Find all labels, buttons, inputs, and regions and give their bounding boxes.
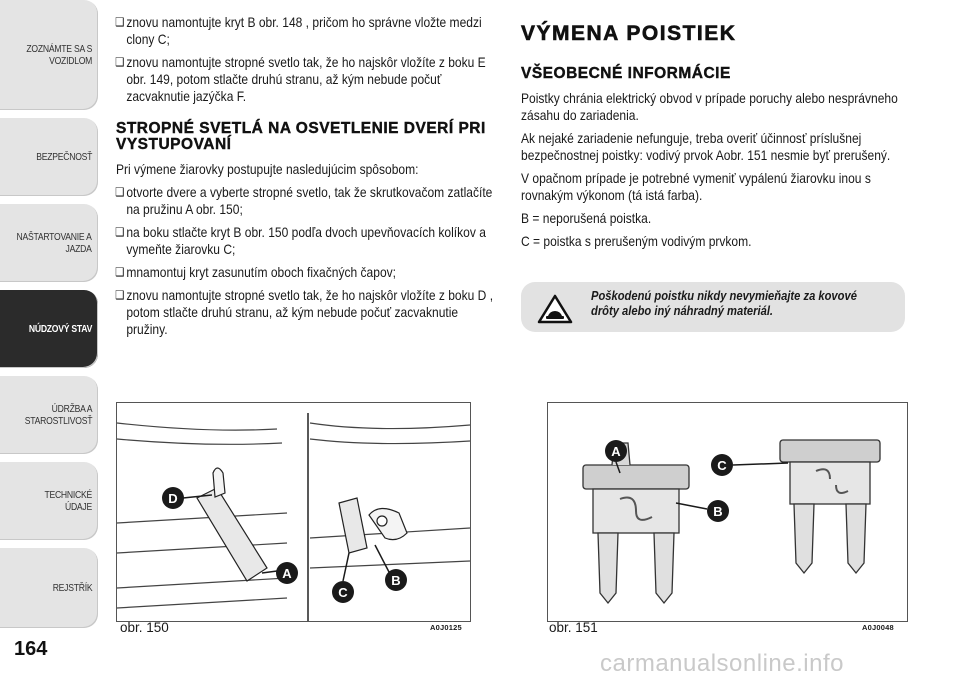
tab-bezpecnost[interactable] (0, 118, 98, 196)
callout-b: B (713, 504, 723, 519)
section-heading: STROPNÉ SVETLÁ NA OSVETLENIE DVERÍ PRI VYSTUPOVANÍ (116, 120, 486, 153)
tab-udrzba[interactable] (0, 376, 98, 454)
tab-label: REJSTŘÍK (52, 582, 92, 594)
list-item: ❑ na boku stlačte kryt B obr. 150 podľa dvoch upevňovacích kolíkov a vymeňte žiarovku C; (116, 224, 495, 258)
paragraph: Ak nejaké zariadenie nefunguje, treba overiť účinnosť príslušnej bezpečnostnej poistky: vodivý prvok Aobr. 151 nesmie byť prerušený. (521, 130, 891, 163)
paragraph: V opačnom prípade je potrebné vymeniť vypálenú žiarovku inou s rovnakým výkonom (tá istá farba). (521, 170, 871, 203)
list-item: ❑ mnamontuj kryt zasunutím oboch fixačných čapov; (116, 264, 495, 281)
callout-b: B (391, 573, 401, 588)
tab-label: BEZPEČNOSŤ (36, 151, 92, 163)
section-heading: VŠEOBECNÉ INFORMÁCIE (521, 65, 731, 82)
list-item: ❑ otvorte dvere a vyberte stropné svetlo, tak že skrutkovačom zatlačíte na pružinu A obr. 150; (116, 184, 495, 218)
list-item: ❑ znovu namontujte kryt B obr. 148 , pričom ho správne vložte medzi clony C; (116, 14, 495, 48)
tab-nastartovanie[interactable] (0, 204, 98, 282)
figure-151 (547, 402, 908, 622)
warning-text: Poškodenú poistku nikdy nevymieňajte za kovové drôty alebo iný náhradný materiál. (591, 288, 857, 318)
tab-label: TECHNICKÉ ÚDAJE (44, 489, 92, 513)
callout-c: C (717, 458, 727, 473)
paragraph: C = poistka s prerušeným vodivým prvkom. (521, 233, 752, 249)
tab-rejstrik[interactable] (0, 548, 98, 628)
page-number: 164 (14, 638, 48, 660)
figure-150 (116, 402, 471, 622)
list-item: ❑ znovu namontujte stropné svetlo tak, že ho najskôr vložíte z boku D , potom stlačte druhú stranu, až kým nebude počuť zacvaknutie pružiny. (116, 287, 495, 338)
right-column (521, 14, 911, 256)
list-item: ❑ znovu namontujte stropné svetlo tak, že ho najskôr vložíte z boku E obr. 149, potom stlačte druhú stranu, až kým nebude počuť zacvaknutie jazýčka F. (116, 54, 495, 105)
tab-technicke-udaje[interactable] (0, 462, 98, 540)
tab-label: NÚDZOVÝ STAV (28, 323, 92, 335)
figure-code: A0J0048 (862, 623, 894, 632)
page-title: VÝMENA POISTIEK (521, 22, 737, 45)
callout-d: D (168, 491, 178, 506)
callout-a: A (611, 444, 621, 459)
tab-label: ZOZNÁMTE SA S VOZIDLOM (26, 43, 92, 67)
figure-caption: obr. 151 (549, 620, 598, 635)
left-column (116, 14, 496, 344)
tab-zoznamte-sa[interactable] (0, 0, 98, 110)
figure-code: A0J0125 (430, 623, 462, 632)
tab-label: NAŠTARTOVANIE A JAZDA (16, 231, 92, 255)
intro-text: Pri výmene žiarovky postupujte nasledujúcim spôsobom: (116, 161, 419, 177)
fuse-illustration (548, 403, 907, 621)
warning-triangle-icon (537, 294, 573, 324)
watermark: carmanualsonline.info (600, 650, 844, 677)
tab-label: ÚDRŽBA A STAROSTLIVOSŤ (24, 403, 92, 427)
callout-c: C (338, 585, 348, 600)
paragraph: Poistky chránia elektrický obvod v prípade poruchy alebo nesprávneho zásahu do zariadenia. (521, 90, 898, 123)
callout-a: A (282, 566, 292, 581)
tab-nudzovy-stav[interactable] (0, 290, 98, 368)
paragraph: B = neporušená poistka. (521, 210, 652, 226)
warning-box (521, 282, 905, 332)
courtesy-light-illustration (117, 403, 470, 621)
figure-caption: obr. 150 (120, 620, 169, 635)
